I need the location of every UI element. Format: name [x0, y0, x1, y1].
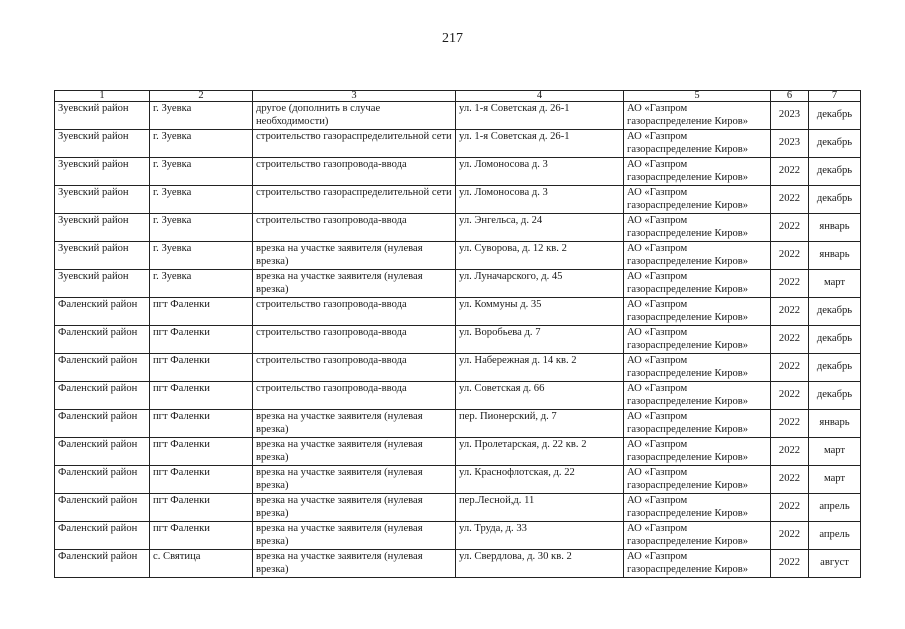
table-header-row [55, 91, 861, 102]
cell-organization: АО «Газпром газораспределение Киров» [624, 494, 771, 522]
cell-work-type: врезка на участке заявителя (нулевая врезка) [253, 242, 456, 270]
cell-address: ул. Воробьева д. 7 [456, 326, 624, 354]
cell-address: ул. 1-я Советская д. 26-1 [456, 130, 624, 158]
cell-month: январь [809, 214, 861, 242]
table-row [55, 410, 861, 438]
cell-month: декабрь [809, 130, 861, 158]
cell-month: декабрь [809, 354, 861, 382]
cell-settlement: пгт Фаленки [150, 298, 253, 326]
table-row [55, 522, 861, 550]
cell-work-type: врезка на участке заявителя (нулевая врезка) [253, 550, 456, 578]
cell-month: декабрь [809, 186, 861, 214]
cell-address: ул. Набережная д. 14 кв. 2 [456, 354, 624, 382]
table-row [55, 186, 861, 214]
column-header-7: 7 [809, 91, 861, 102]
cell-settlement: г. Зуевка [150, 270, 253, 298]
cell-settlement: г. Зуевка [150, 102, 253, 130]
cell-month: январь [809, 242, 861, 270]
cell-work-type: врезка на участке заявителя (нулевая врезка) [253, 410, 456, 438]
table-row [55, 130, 861, 158]
cell-district: Фаленский район [55, 326, 150, 354]
cell-address: ул. Труда, д. 33 [456, 522, 624, 550]
cell-district: Фаленский район [55, 550, 150, 578]
column-header-1: 1 [55, 91, 150, 102]
cell-work-type: врезка на участке заявителя (нулевая врезка) [253, 522, 456, 550]
cell-work-type: врезка на участке заявителя (нулевая врезка) [253, 270, 456, 298]
page-number: 217 [442, 31, 463, 46]
table-row [55, 550, 861, 578]
cell-work-type: строительство газопровода-ввода [253, 382, 456, 410]
cell-district: Зуевский район [55, 242, 150, 270]
cell-district: Зуевский район [55, 214, 150, 242]
cell-district: Фаленский район [55, 438, 150, 466]
cell-organization: АО «Газпром газораспределение Киров» [624, 214, 771, 242]
column-header-5: 5 [624, 91, 771, 102]
cell-work-type: строительство газораспределительной сети [253, 130, 456, 158]
cell-year: 2022 [771, 522, 809, 550]
table-row [55, 382, 861, 410]
cell-month: март [809, 270, 861, 298]
cell-work-type: строительство газопровода-ввода [253, 354, 456, 382]
table-row [55, 102, 861, 130]
table-row [55, 270, 861, 298]
cell-organization: АО «Газпром газораспределение Киров» [624, 242, 771, 270]
cell-month: декабрь [809, 158, 861, 186]
table-row [55, 438, 861, 466]
column-header-4: 4 [456, 91, 624, 102]
cell-address: ул. Ломоносова д. 3 [456, 186, 624, 214]
cell-month: август [809, 550, 861, 578]
cell-district: Зуевский район [55, 102, 150, 130]
cell-settlement: г. Зуевка [150, 130, 253, 158]
cell-address: ул. Советская д. 66 [456, 382, 624, 410]
cell-address: ул. Свердлова, д. 30 кв. 2 [456, 550, 624, 578]
cell-settlement: пгт Фаленки [150, 494, 253, 522]
cell-month: декабрь [809, 298, 861, 326]
cell-settlement: пгт Фаленки [150, 410, 253, 438]
cell-settlement: г. Зуевка [150, 186, 253, 214]
cell-organization: АО «Газпром газораспределение Киров» [624, 466, 771, 494]
cell-settlement: г. Зуевка [150, 214, 253, 242]
cell-work-type: строительство газопровода-ввода [253, 298, 456, 326]
cell-organization: АО «Газпром газораспределение Киров» [624, 382, 771, 410]
cell-address: ул. Краснофлотская, д. 22 [456, 466, 624, 494]
cell-year: 2022 [771, 242, 809, 270]
table-row [55, 326, 861, 354]
cell-district: Зуевский район [55, 130, 150, 158]
table-body [55, 102, 861, 578]
cell-month: апрель [809, 494, 861, 522]
cell-organization: АО «Газпром газораспределение Киров» [624, 550, 771, 578]
cell-month: декабрь [809, 102, 861, 130]
cell-organization: АО «Газпром газораспределение Киров» [624, 354, 771, 382]
cell-year: 2022 [771, 270, 809, 298]
cell-organization: АО «Газпром газораспределение Киров» [624, 186, 771, 214]
cell-organization: АО «Газпром газораспределение Киров» [624, 158, 771, 186]
cell-district: Фаленский район [55, 354, 150, 382]
cell-organization: АО «Газпром газораспределение Киров» [624, 522, 771, 550]
cell-district: Фаленский район [55, 410, 150, 438]
table-row [55, 354, 861, 382]
cell-settlement: пгт Фаленки [150, 438, 253, 466]
cell-settlement: г. Зуевка [150, 158, 253, 186]
cell-year: 2022 [771, 186, 809, 214]
cell-year: 2023 [771, 130, 809, 158]
cell-work-type: врезка на участке заявителя (нулевая врезка) [253, 466, 456, 494]
cell-address: пер.Лесной,д. 11 [456, 494, 624, 522]
cell-month: март [809, 438, 861, 466]
data-table [54, 90, 861, 578]
cell-work-type: другое (дополнить в случае необходимости) [253, 102, 456, 130]
cell-year: 2022 [771, 494, 809, 522]
cell-address: пер. Пионерский, д. 7 [456, 410, 624, 438]
cell-settlement: пгт Фаленки [150, 522, 253, 550]
cell-work-type: строительство газопровода-ввода [253, 214, 456, 242]
cell-month: март [809, 466, 861, 494]
cell-work-type: строительство газораспределительной сети [253, 186, 456, 214]
cell-settlement: пгт Фаленки [150, 382, 253, 410]
cell-settlement: г. Зуевка [150, 242, 253, 270]
cell-year: 2022 [771, 326, 809, 354]
cell-district: Зуевский район [55, 186, 150, 214]
column-header-6: 6 [771, 91, 809, 102]
cell-year: 2022 [771, 158, 809, 186]
cell-organization: АО «Газпром газораспределение Киров» [624, 438, 771, 466]
cell-organization: АО «Газпром газораспределение Киров» [624, 270, 771, 298]
cell-year: 2022 [771, 382, 809, 410]
cell-address: ул. Пролетарская, д. 22 кв. 2 [456, 438, 624, 466]
column-header-3: 3 [253, 91, 456, 102]
cell-address: ул. Коммуны д. 35 [456, 298, 624, 326]
cell-settlement: пгт Фаленки [150, 466, 253, 494]
cell-organization: АО «Газпром газораспределение Киров» [624, 102, 771, 130]
cell-month: декабрь [809, 326, 861, 354]
cell-year: 2022 [771, 466, 809, 494]
cell-district: Фаленский район [55, 466, 150, 494]
table-row [55, 214, 861, 242]
cell-district: Фаленский район [55, 298, 150, 326]
cell-year: 2022 [771, 354, 809, 382]
cell-district: Зуевский район [55, 270, 150, 298]
cell-address: ул. 1-я Советская д. 26-1 [456, 102, 624, 130]
cell-organization: АО «Газпром газораспределение Киров» [624, 326, 771, 354]
cell-settlement: с. Святица [150, 550, 253, 578]
cell-year: 2022 [771, 438, 809, 466]
cell-address: ул. Суворова, д. 12 кв. 2 [456, 242, 624, 270]
cell-district: Зуевский район [55, 158, 150, 186]
cell-address: ул. Энгельса, д. 24 [456, 214, 624, 242]
table-row [55, 494, 861, 522]
cell-address: ул. Луначарского, д. 45 [456, 270, 624, 298]
table-row [55, 298, 861, 326]
cell-settlement: пгт Фаленки [150, 354, 253, 382]
cell-organization: АО «Газпром газораспределение Киров» [624, 130, 771, 158]
cell-organization: АО «Газпром газораспределение Киров» [624, 298, 771, 326]
cell-settlement: пгт Фаленки [150, 326, 253, 354]
cell-year: 2022 [771, 214, 809, 242]
column-header-2: 2 [150, 91, 253, 102]
cell-address: ул. Ломоносова д. 3 [456, 158, 624, 186]
cell-month: декабрь [809, 382, 861, 410]
cell-work-type: строительство газопровода-ввода [253, 158, 456, 186]
cell-work-type: строительство газопровода-ввода [253, 326, 456, 354]
table-row [55, 242, 861, 270]
cell-organization: АО «Газпром газораспределение Киров» [624, 410, 771, 438]
cell-district: Фаленский район [55, 494, 150, 522]
table-row [55, 158, 861, 186]
cell-year: 2022 [771, 298, 809, 326]
cell-year: 2023 [771, 102, 809, 130]
cell-month: январь [809, 410, 861, 438]
cell-year: 2022 [771, 550, 809, 578]
cell-district: Фаленский район [55, 522, 150, 550]
cell-month: апрель [809, 522, 861, 550]
cell-work-type: врезка на участке заявителя (нулевая врезка) [253, 494, 456, 522]
table-row [55, 466, 861, 494]
cell-district: Фаленский район [55, 382, 150, 410]
cell-year: 2022 [771, 410, 809, 438]
cell-work-type: врезка на участке заявителя (нулевая врезка) [253, 438, 456, 466]
